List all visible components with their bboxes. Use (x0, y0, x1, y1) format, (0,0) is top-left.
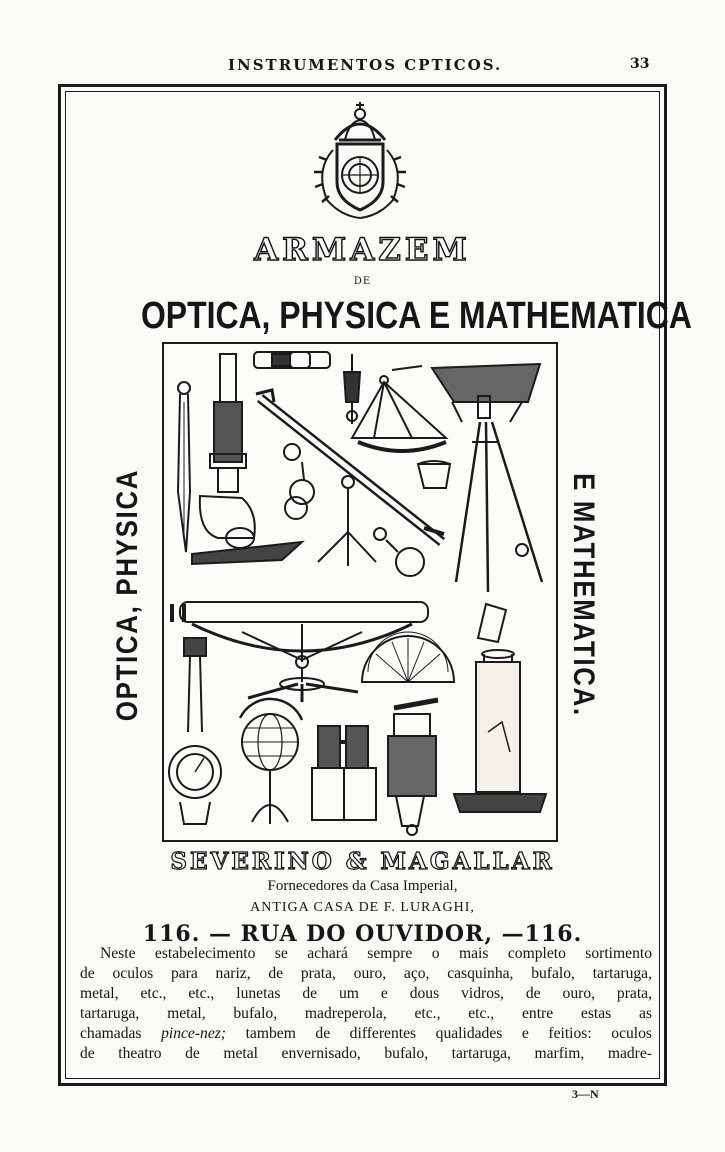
eyepiece-cup-icon (418, 461, 450, 488)
body-text-line (80, 1024, 652, 1044)
signature-mark: 3—N (572, 1087, 599, 1101)
body-text-italic: pince-nez; (161, 1025, 227, 1042)
body-text-line: de oculos para nariz, de prata, ouro, aço, casquinha, bufalo, tartaruga, (80, 965, 652, 982)
magnifying-glass-icon (374, 528, 424, 576)
advert-main-heading: OPTICA, PHYSICA E MATHEMATICA (140, 295, 692, 337)
body-text-segment: chamadas (80, 1025, 162, 1042)
purveyors-line: Fornecedores da Casa Imperial, (267, 878, 458, 894)
lorgnette-icon (284, 444, 314, 519)
advert-heading-de: DE (353, 276, 372, 287)
spectacles-icon (254, 352, 330, 368)
body-text-line: metal, etc., etc., lunetas de um e dous vidros, de ouro, prata, (80, 985, 652, 1002)
body-text-line: de theatro de metal envernisado, bufalo, tartaruga, marfim, madre- (80, 1045, 652, 1062)
small-tripod-icon (318, 476, 376, 566)
instruments-illustration (162, 342, 558, 842)
page-number: 33 (630, 56, 650, 72)
imperial-coat-of-arms-icon (305, 100, 415, 226)
running-head-title: INSTRUMENTOS CPTICOS. (228, 56, 503, 74)
body-text-line: Neste estabelecimento se achará sempre o mais completo sortimento (100, 945, 652, 962)
level-theodolite-icon (172, 602, 428, 702)
lamp-prism-stand-icon (454, 604, 546, 812)
firm-name: SEVERINO & MAGALLAR (170, 848, 555, 875)
barometer-icon (169, 638, 221, 824)
globe-icon (240, 699, 302, 824)
microscope-icon (192, 354, 302, 564)
street-address: 116. — RUA DO OUVIDOR, —116. (142, 921, 583, 947)
binoculars-icon (312, 726, 376, 820)
advert-heading-armazem: ARMAZEM (254, 232, 471, 268)
plane-table-icon (432, 364, 540, 422)
telescope-icon (256, 390, 444, 542)
body-text-segment: tambem de differentes qualidades e feitios: oculos (226, 1025, 652, 1042)
former-house-line: ANTIGA CASA DE F. LURAGHI, (250, 900, 475, 915)
side-text-right: E MATHEMATICA. (567, 473, 600, 717)
body-text-line: tartaruga, metal, bufalo, madreperola, etc., etc., entre estas as (80, 1005, 652, 1022)
surveying-tripod-icon (456, 422, 542, 592)
side-text-left: OPTICA, PHYSICA (111, 468, 144, 722)
sextant-icon (352, 366, 446, 451)
running-head (0, 56, 725, 80)
pendulum-weight-icon (344, 354, 360, 424)
dagger-compass-icon (178, 382, 190, 552)
camera-device-icon (388, 700, 438, 835)
